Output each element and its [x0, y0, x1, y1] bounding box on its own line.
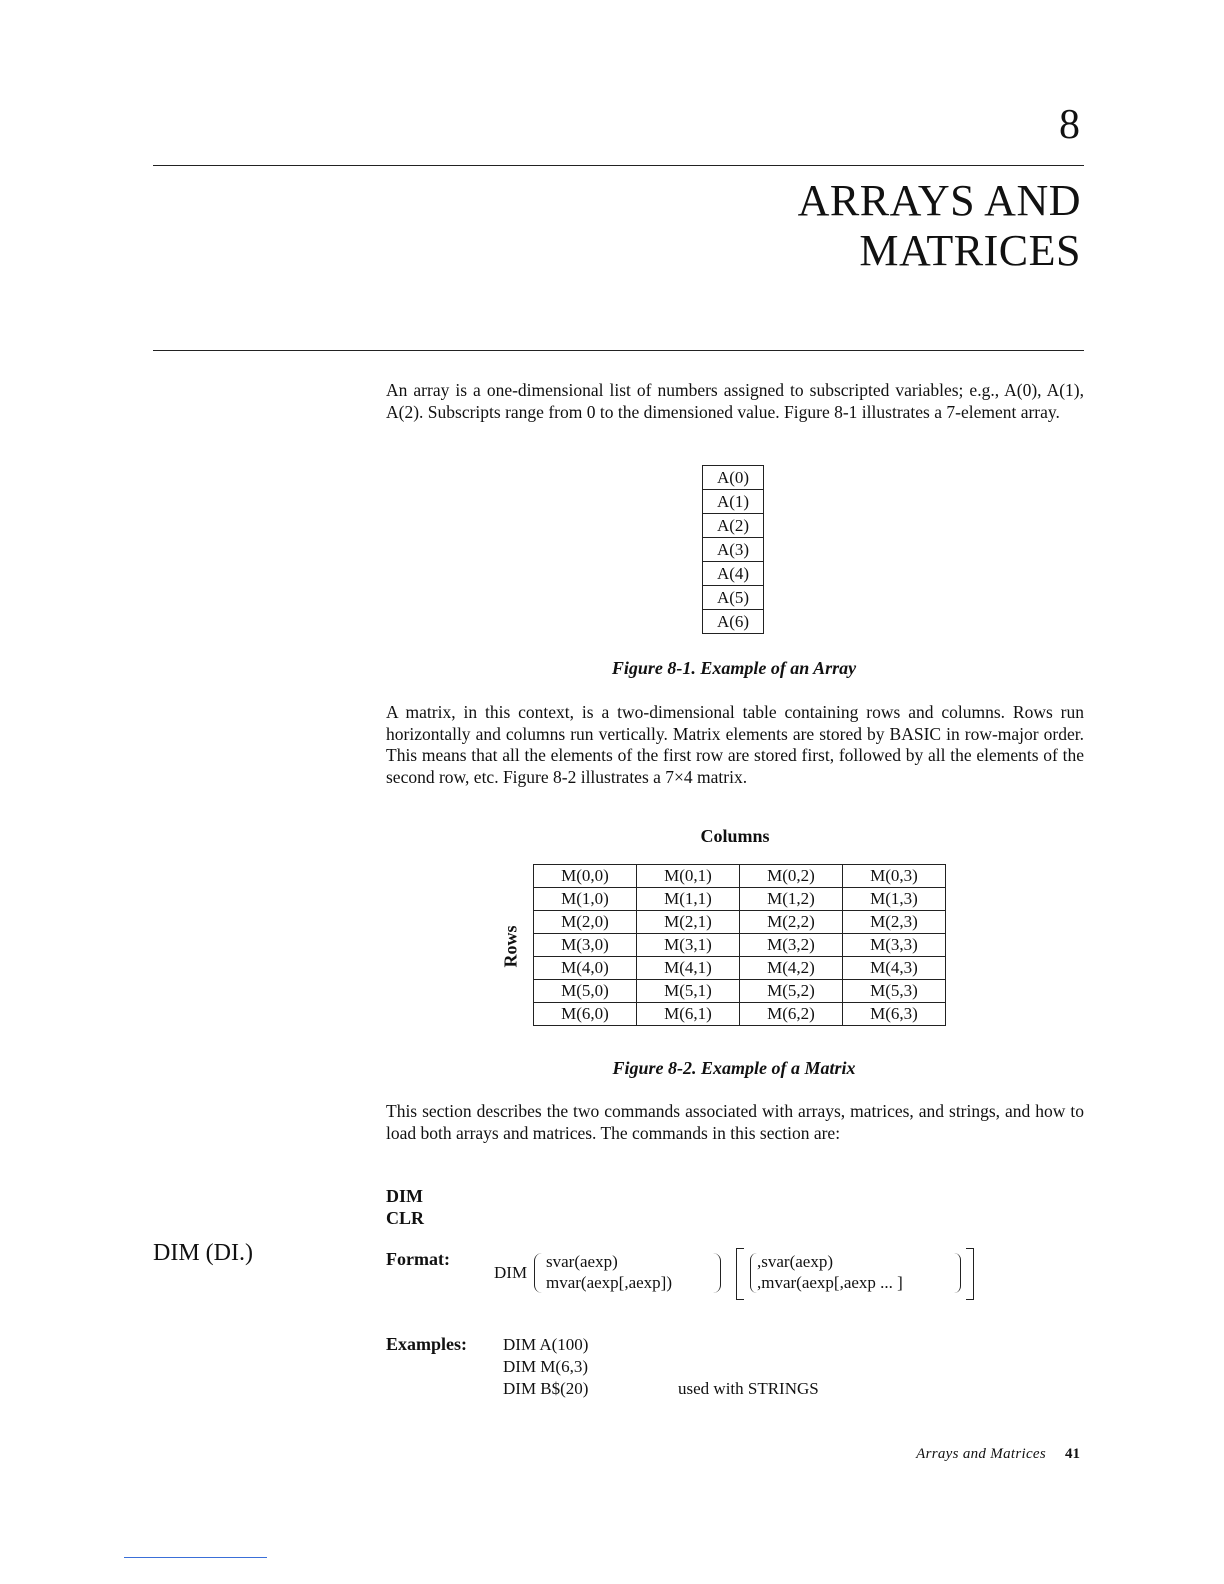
left-bracket: [736, 1248, 744, 1300]
matrix-cell: M(5,1): [637, 980, 740, 1003]
array-cell: A(4): [703, 562, 764, 586]
matrix-paragraph: A matrix, in this context, is a two-dimensional table containing rows and columns. Rows run horizontally and columns run vertically. Matrix elements are stored by BASIC in row-major order. This means that all the elements of the first row are stored first, followed by all the elements of the second row, etc. Figure 8-2 illustrates a 7×4 matrix.: [386, 702, 1084, 787]
inner-right-brace: [954, 1253, 961, 1293]
matrix-cell: M(4,2): [740, 957, 843, 980]
matrix-cell: M(2,1): [637, 911, 740, 934]
margin-heading: DIM (DI.): [153, 1240, 253, 1266]
matrix-cell: M(2,3): [843, 911, 946, 934]
array-cell: A(0): [703, 466, 764, 490]
format-label: Format:: [386, 1249, 450, 1269]
matrix-row: [534, 957, 946, 980]
matrix-cell: M(0,1): [637, 865, 740, 888]
matrix-cell: M(0,2): [740, 865, 843, 888]
footnote-rule: [124, 1557, 267, 1558]
matrix-cell: M(1,3): [843, 888, 946, 911]
matrix-figure: [533, 864, 946, 1026]
example-note: used with STRINGS: [678, 1379, 819, 1398]
format-option-2: mvar(aexp[,aexp]): [546, 1273, 673, 1292]
matrix-row: [534, 911, 946, 934]
example-line-1: DIM A(100): [503, 1335, 589, 1354]
matrix-cell: M(2,0): [534, 911, 637, 934]
format-option-1: svar(aexp): [546, 1252, 618, 1271]
rows-label: Rows: [500, 925, 521, 968]
matrix-cell: M(6,2): [740, 1003, 843, 1026]
matrix-cell: M(0,0): [534, 865, 637, 888]
left-brace: [534, 1253, 542, 1293]
chapter-number: 8: [1059, 102, 1080, 148]
chapter-title: [798, 176, 1081, 276]
matrix-cell: M(5,2): [740, 980, 843, 1003]
array-cell: A(2): [703, 514, 764, 538]
matrix-cell: M(3,0): [534, 934, 637, 957]
examples-label: Examples:: [386, 1334, 467, 1354]
chapter-title-line2: MATRICES: [859, 226, 1081, 275]
matrix-cell: M(1,2): [740, 888, 843, 911]
section-rule: [153, 350, 1084, 351]
command-dim: DIM: [386, 1186, 423, 1206]
matrix-cell: M(5,3): [843, 980, 946, 1003]
chapter-title-line1: ARRAYS AND: [797, 176, 1081, 225]
command-clr: CLR: [386, 1208, 425, 1228]
matrix-row: [534, 980, 946, 1003]
matrix-cell: M(0,3): [843, 865, 946, 888]
array-cell: A(5): [703, 586, 764, 610]
matrix-cell: M(3,3): [843, 934, 946, 957]
inner-left-brace: [750, 1253, 757, 1293]
matrix-cell: M(2,2): [740, 911, 843, 934]
matrix-row: [534, 1003, 946, 1026]
format-repeat-2: ,mvar(aexp[,aexp ... ]: [757, 1273, 903, 1292]
matrix-row: [534, 934, 946, 957]
top-rule: [153, 165, 1084, 166]
matrix-cell: M(1,1): [637, 888, 740, 911]
columns-label: Columns: [700, 826, 770, 846]
array-figure: [702, 465, 764, 634]
array-cell: A(3): [703, 538, 764, 562]
format-keyword: DIM: [494, 1263, 528, 1282]
matrix-row: [534, 888, 946, 911]
matrix-cell: M(6,1): [637, 1003, 740, 1026]
array-cell: A(1): [703, 490, 764, 514]
matrix-cell: M(3,1): [637, 934, 740, 957]
footer-section-title: Arrays and Matrices: [916, 1446, 1046, 1462]
matrix-cell: M(4,1): [637, 957, 740, 980]
figure-caption-2: Figure 8-2. Example of a Matrix: [612, 1058, 856, 1078]
right-brace: [713, 1253, 721, 1293]
format-repeat-1: ,svar(aexp): [757, 1252, 833, 1271]
matrix-cell: M(6,3): [843, 1003, 946, 1026]
matrix-cell: M(3,2): [740, 934, 843, 957]
section-paragraph: This section describes the two commands associated with arrays, matrices, and strings, and how to load both arrays and matrices. The commands in this section are:: [386, 1101, 1084, 1143]
matrix-cell: M(4,3): [843, 957, 946, 980]
page-number: 41: [1065, 1446, 1080, 1462]
example-line-2: DIM M(6,3): [503, 1357, 588, 1376]
matrix-cell: M(1,0): [534, 888, 637, 911]
intro-paragraph: An array is a one-dimensional list of numbers assigned to subscripted variables; e.g., A(0), A(1), A(2). Subscripts range from 0 to the dimensioned value. Figure 8-1 illustrates a 7-element array.: [386, 380, 1084, 422]
right-bracket: [966, 1248, 974, 1300]
figure-caption-1: Figure 8-1. Example of an Array: [611, 658, 857, 678]
matrix-cell: M(5,0): [534, 980, 637, 1003]
array-cell: A(6): [703, 610, 764, 634]
matrix-cell: M(6,0): [534, 1003, 637, 1026]
matrix-row: [534, 865, 946, 888]
example-line-3: DIM B$(20): [503, 1379, 589, 1398]
matrix-cell: M(4,0): [534, 957, 637, 980]
